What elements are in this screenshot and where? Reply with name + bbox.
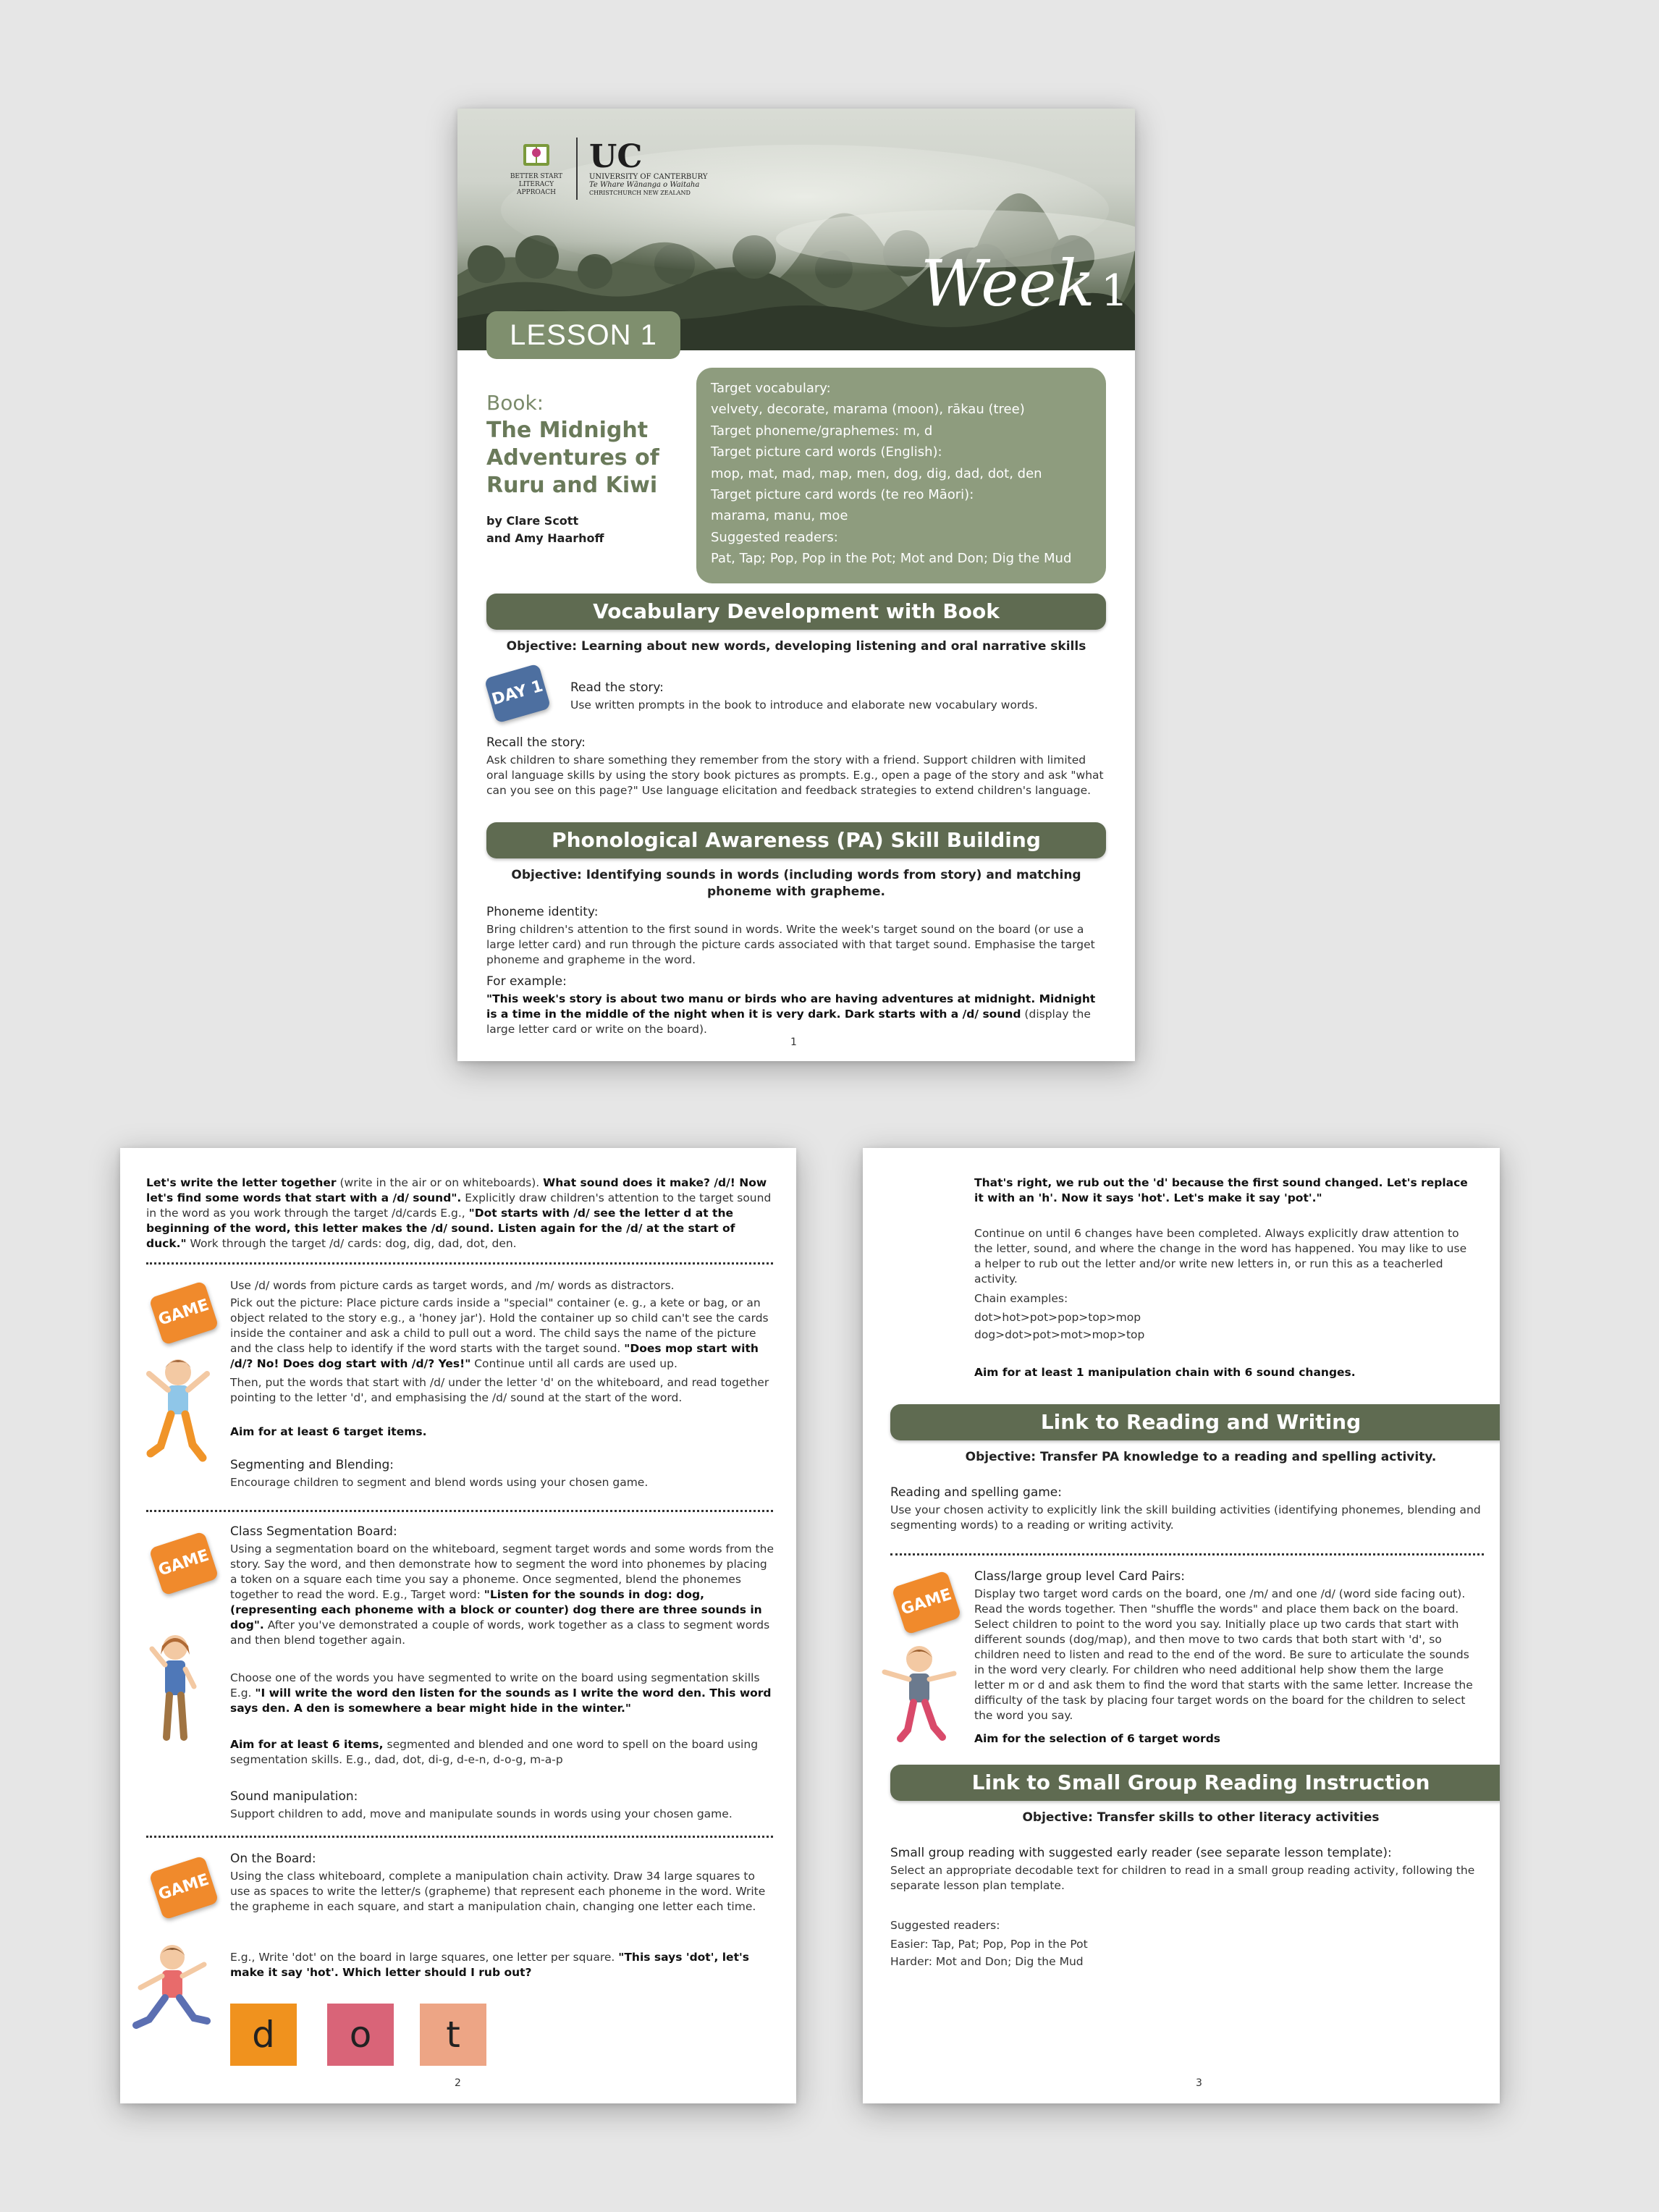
- pa-heading: Phonological Awareness (PA) Skill Building: [486, 822, 1106, 858]
- csb-bold: "Listen for the sounds in dog: dog, (representing each phoneme with a block or counter) dog there are three sounds in dog".: [230, 1588, 762, 1631]
- example-bold: "This week's story is about two manu or birds who are having adventures at midnight. Midnight is a time in the middle of the night when it is very dark. Dark starts with a /d/ sound: [486, 992, 1096, 1021]
- card-pairs-aim: Aim for the selection of 6 target words: [974, 1732, 1221, 1745]
- link-small-group-objective: Objective: Transfer skills to other literacy activities: [1022, 1810, 1380, 1825]
- reading-spelling-body: Use your chosen activity to explicitly link the skill building activities (identifying phonemes, blending and segmenting words) to a reading or writing activity.: [890, 1503, 1481, 1532]
- link-reading-writing-heading: Link to Reading and Writing: [890, 1404, 1500, 1440]
- pa-objective: [486, 867, 1106, 900]
- target-line: Target phoneme/graphemes: m, d: [711, 423, 933, 439]
- day-badge: DAY 1: [484, 663, 552, 723]
- page-number: 1: [790, 1037, 797, 1048]
- chain-examples-label: Chain examples:: [974, 1292, 1068, 1305]
- aim6-bold: Aim for at least 6 items,: [230, 1738, 384, 1751]
- thats-right-text: That's right, we rub out the 'd' because the first sound changed. Let's replace it with an 'h'. Now it says 'hot'. Let's make it say 'pot'.": [974, 1176, 1468, 1204]
- choose-bold: "I will write the word den listen for the sounds as I write the word den. This word says den. A den is somewhere a bear might hide in the winter.": [230, 1687, 772, 1715]
- book-title: The Midnight Adventures of Ruru and Kiwi: [486, 418, 659, 498]
- seg-blend-label: Segmenting and Blending:: [230, 1458, 394, 1472]
- logos: [507, 138, 707, 200]
- example-text: [486, 992, 1106, 1037]
- letter-card-t: t: [420, 2004, 486, 2066]
- lesson-page-2: [120, 1148, 796, 2103]
- target-line: velvety, decorate, marama (moon), rākau (tree): [711, 402, 1025, 418]
- csb-text-2: After you've demonstrated a couple of words, work together as a class to segment words and then blend together again.: [230, 1618, 770, 1647]
- book-authors: [486, 512, 604, 547]
- target-line: Suggested readers:: [711, 529, 838, 545]
- book-icon: [520, 141, 552, 170]
- continue-body: Continue on until 6 changes have been completed. Always explicitly draw attention to the letter, sound, and where the change in the word has happened. You may like to use a helper to rub out the letter and/or write new letters in, or run this as a teacherled activity.: [974, 1227, 1467, 1286]
- section-divider: [146, 1836, 773, 1838]
- recall-story-body: Ask children to share something they remember from the story with a friend. Support children with limited oral language skills by using the story book pictures as prompts. E.g., open a page of the story and ask "what can you see on this page?" Use language elicitation and feedback strategies to extend children's language.: [486, 753, 1104, 797]
- jumping-kid-illustration: [132, 1940, 211, 2034]
- choose-word-body: [230, 1671, 774, 1716]
- vocab-objective: Objective: Learning about new words, developing listening and oral narrative skills: [506, 639, 1086, 654]
- game-badge: GAME: [148, 1531, 219, 1595]
- uc-logo-mark: UC: [589, 138, 643, 175]
- reading-spelling-label: Reading and spelling game:: [890, 1485, 1062, 1500]
- section-divider: [146, 1510, 773, 1512]
- card-pairs-label: Class/large group level Card Pairs:: [974, 1569, 1185, 1584]
- target-line: Target vocabulary:: [711, 381, 831, 396]
- on-board-body: Using the class whiteboard, complete a manipulation chain activity. Draw 34 large squares to use as spaces to write the letter/s (grapheme) that represent each phoneme in the word. Write the grapheme in each square, and start a manipulation chain, changing one letter each time.: [230, 1870, 766, 1913]
- sound-manip-body: Support children to add, move and manipulate sounds in words using your chosen game.: [230, 1807, 733, 1820]
- intro-bold-2: What sound does it make? /d/! Now let's find some words that start with a /d/ sound".: [146, 1176, 767, 1204]
- girl-illustration: [146, 1629, 203, 1744]
- game-badge: GAME: [148, 1855, 219, 1920]
- section-divider: [890, 1553, 1484, 1555]
- pa-objective-line-1: Objective: Identifying sounds in words (including words from story) and matching: [511, 868, 1081, 882]
- targets-box: [696, 368, 1106, 583]
- aim-6-items: [230, 1737, 774, 1768]
- target-line: Pat, Tap; Pop, Pop in the Pot; Mot and Don; Dig the Mud: [711, 551, 1072, 567]
- page-number: 3: [1196, 2077, 1202, 2089]
- uc-logo-maori: Te Whare Wānanga o Waitaha: [589, 180, 700, 189]
- game1-text-2: Continue until all cards are used up.: [470, 1357, 677, 1370]
- class-seg-board-body: [230, 1542, 774, 1648]
- section-divider: [146, 1262, 773, 1265]
- author-line-1: by Clare Scott: [486, 514, 579, 528]
- chain-example-2: dog>dot>pot>mot>mop>top: [974, 1328, 1145, 1341]
- uc-logo: [589, 138, 708, 197]
- game1-text: Pick out the picture: Place picture cards inside a "special" container (e. g., a kete or bag, or an object related to the story e.g., a 'honey jar'). Hold the container up so child can't see the cards inside the container and ask a child to pull out a word. The child says the name of the picture and the class help to identify if the word starts with the target sound.: [230, 1296, 769, 1355]
- jumping-boy-illustration: [145, 1352, 211, 1475]
- read-story-body: Use written prompts in the book to introduce and elaborate new vocabulary words.: [570, 698, 1038, 712]
- game1-intro: Use /d/ words from picture cards as target words, and /m/ words as distractors.: [230, 1279, 675, 1292]
- intro-text-1: (write in the air or on whiteboards).: [336, 1176, 544, 1189]
- aim6-text: segmented and blended and one word to spell on the board using segmentation skills. E.g., dad, dot, di-g, d-e-n, d-o-g, m-a-p: [230, 1738, 759, 1766]
- suggested-readers-label: Suggested readers:: [890, 1919, 1000, 1932]
- game1-then: Then, put the words that start with /d/ under the letter 'd' on the whiteboard, and read together pointing to the letter 'd', and emphasising the /d/ sound at the start of the word.: [230, 1376, 769, 1404]
- game1-bold: "Does mop start with /d/? No! Does dog start with /d/? Yes!": [230, 1342, 759, 1370]
- lesson-tab: LESSON 1: [486, 311, 680, 359]
- class-seg-board-label: Class Segmentation Board:: [230, 1524, 397, 1539]
- sound-manip-label: Sound manipulation:: [230, 1789, 358, 1804]
- small-group-label: Small group reading with suggested early reader (see separate lesson template):: [890, 1846, 1392, 1860]
- game1-aim: Aim for at least 6 target items.: [230, 1425, 427, 1438]
- bsla-logo-text: BETTER START LITERACY APPROACH: [510, 172, 563, 196]
- uc-logo-place: CHRISTCHURCH NEW ZEALAND: [589, 189, 691, 196]
- lesson-page-3: [863, 1148, 1500, 2103]
- page-number: 2: [455, 2077, 461, 2089]
- choose-text: Choose one of the words you have segmented to write on the board using segmentation skills E.g.: [230, 1671, 760, 1700]
- intro-bold-3: "Dot starts with /d/ see the letter d at the beginning of the word, this letter makes the /d/ sound. Listen again for the /d/ at the start of duck.": [146, 1207, 735, 1250]
- logo-divider: [576, 138, 578, 200]
- readers-easier: Easier: Tap, Pat; Pop, Pop in the Pot: [890, 1938, 1088, 1951]
- readers-harder: Harder: Mot and Don; Dig the Mud: [890, 1955, 1084, 1968]
- intro-text-2: Explicitly draw children's attention to the target sound in the word as you work through the target /d/cards E.g.,: [146, 1191, 772, 1220]
- example-dot: [230, 1950, 774, 1980]
- chain-example-1: dot>hot>pot>pop>top>mop: [974, 1311, 1141, 1324]
- eg-text: E.g., Write 'dot' on the board in large squares, one letter per square.: [230, 1951, 619, 1964]
- jumping-kid-illustration: [879, 1640, 958, 1749]
- target-line: mop, mat, mad, map, men, dog, dig, dad, dot, den: [711, 465, 1042, 481]
- letter-card-d: d: [230, 2004, 297, 2066]
- game-badge: GAME: [148, 1280, 219, 1345]
- on-board-label: On the Board:: [230, 1852, 316, 1866]
- link-small-group-heading: Link to Small Group Reading Instruction: [890, 1765, 1500, 1801]
- letter-card-o: o: [327, 2004, 394, 2066]
- aim-chain: Aim for at least 1 manipulation chain with 6 sound changes.: [974, 1366, 1356, 1379]
- small-group-body: Select an appropriate decodable text for children to read in a small group reading activity, following the separate lesson plan template.: [890, 1864, 1475, 1892]
- book-label: Book:: [486, 391, 544, 415]
- target-line: Target picture card words (English):: [711, 444, 942, 460]
- intro-bold-1: Let's write the letter together: [146, 1176, 337, 1189]
- seg-blend-body: Encourage children to segment and blend words using your chosen game.: [230, 1476, 649, 1489]
- game1-body: [230, 1296, 774, 1372]
- target-line: marama, manu, moe: [711, 508, 848, 524]
- intro-paragraph: [146, 1175, 773, 1251]
- card-pairs-body: Display two target word cards on the board, one /m/ and one /d/ (word side facing out). Read the words together. Then "shuffle the words" and place them back on the board. Select children to point to the word you say. Initially place up two cards that start with different sounds (dog/map), and then move to two cards that both start with 'd', so children need to listen and read to the end of the word. Be sure to articulate the sounds in the word very clearly. For children who need additional help show them the large letter m or d and ask them to find the word that starts with the same letter. Increase the difficulty of the task by placing four target words on the board for the children to select the word you say.: [974, 1587, 1473, 1722]
- intro-text-3: Work through the target /d/ cards: dog, dig, dad, dot, den.: [186, 1237, 517, 1250]
- week-word: Week: [921, 246, 1095, 321]
- csb-text: Using a segmentation board on the whiteboard, segment target words and some words from the story. Say the word, and then demonstrate how to segment the word into phonemes by placing a token on a square each time you say a phoneme. Once segmented, blend the phonemes together to read the word. E.g., Target word:: [230, 1542, 774, 1601]
- week-number: 1: [1100, 266, 1128, 316]
- author-line-2: and Amy Haarhoff: [486, 531, 604, 545]
- pa-objective-line-2: phoneme with grapheme.: [707, 885, 885, 899]
- target-line: Target picture card words (te reo Māori):: [711, 487, 974, 503]
- week-title: [921, 246, 1128, 321]
- uc-logo-name: UNIVERSITY OF CANTERBURY: [589, 172, 708, 181]
- game-badge: GAME: [891, 1570, 961, 1634]
- for-example-label: For example:: [486, 974, 567, 989]
- lesson-page-1: [457, 109, 1135, 1061]
- recall-story-label: Recall the story:: [486, 735, 586, 750]
- example-tail: (display the large letter card or write on the board).: [486, 1008, 1091, 1036]
- read-story-label: Read the story:: [570, 680, 664, 695]
- bsla-logo: [507, 141, 566, 197]
- vocab-heading: Vocabulary Development with Book: [486, 594, 1106, 630]
- phoneme-identity-label: Phoneme identity:: [486, 905, 599, 919]
- phoneme-identity-body: Bring children's attention to the first sound in words. Write the week's target sound on the board (or use a large letter card) and run through the picture cards associated with that target sound. Emphasise the target phoneme and grapheme in the word.: [486, 923, 1095, 966]
- link-reading-writing-objective: Objective: Transfer PA knowledge to a reading and spelling activity.: [965, 1450, 1437, 1464]
- eg-bold: "This says 'dot', let's make it say 'hot'. Which letter should I rub out?: [230, 1951, 749, 1979]
